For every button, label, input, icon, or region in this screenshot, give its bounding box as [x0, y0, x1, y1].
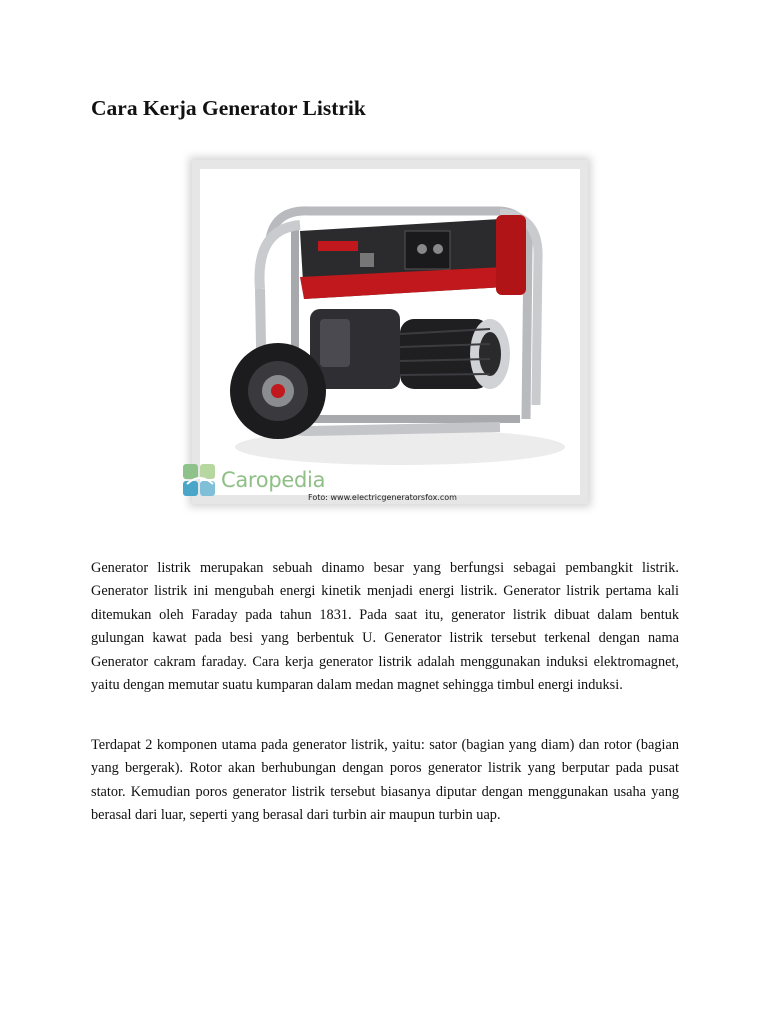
generator-photo — [200, 169, 580, 495]
generator-figure — [183, 160, 589, 506]
page-title: Cara Kerja Generator Listrik — [91, 96, 366, 120]
photo-credit: Foto: www.electricgeneratorsfox.com — [308, 493, 457, 502]
paragraph-2: Terdapat 2 komponen utama pada generator listrik, yaitu: sator (bagian yang diam) dan rotor (bagian yang bergerak). Rotor akan berhubungan dengan poros generator listrik yang berputar pada pusat stator. Kemudian poros generator listrik tersebut biasanya diputar dengan menggunakan usaha yang berasal dari luar, seperti yang berasal dari turbin air maupun turbin uap. — [91, 737, 679, 824]
photo-frame — [192, 160, 588, 504]
caropedia-logo — [183, 464, 325, 496]
paragraph-1: Generator listrik merupakan sebuah dinamo besar yang berfungsi sebagai pembangkit listrik. Generator listrik ini mengubah energi kinetik menjadi energi listrik. Generator listrik pertama kali ditemukan oleh Faraday pada tahun 1831. Pada saat itu, generator listrik dibuat dalam bentuk gulungan kawat pada besi yang berbentuk U. Generator listrik tersebut terkenal dengan nama Generator cakram faraday. Cara kerja generator listrik adalah menggunakan induksi elektromagnet, yaitu dengan memutar suatu kumparan dalam medan magnet sehingga timbul energi induksi. — [91, 560, 679, 694]
caropedia-logo-icon — [183, 464, 217, 496]
caropedia-logo-text: Caropedia — [221, 468, 326, 492]
